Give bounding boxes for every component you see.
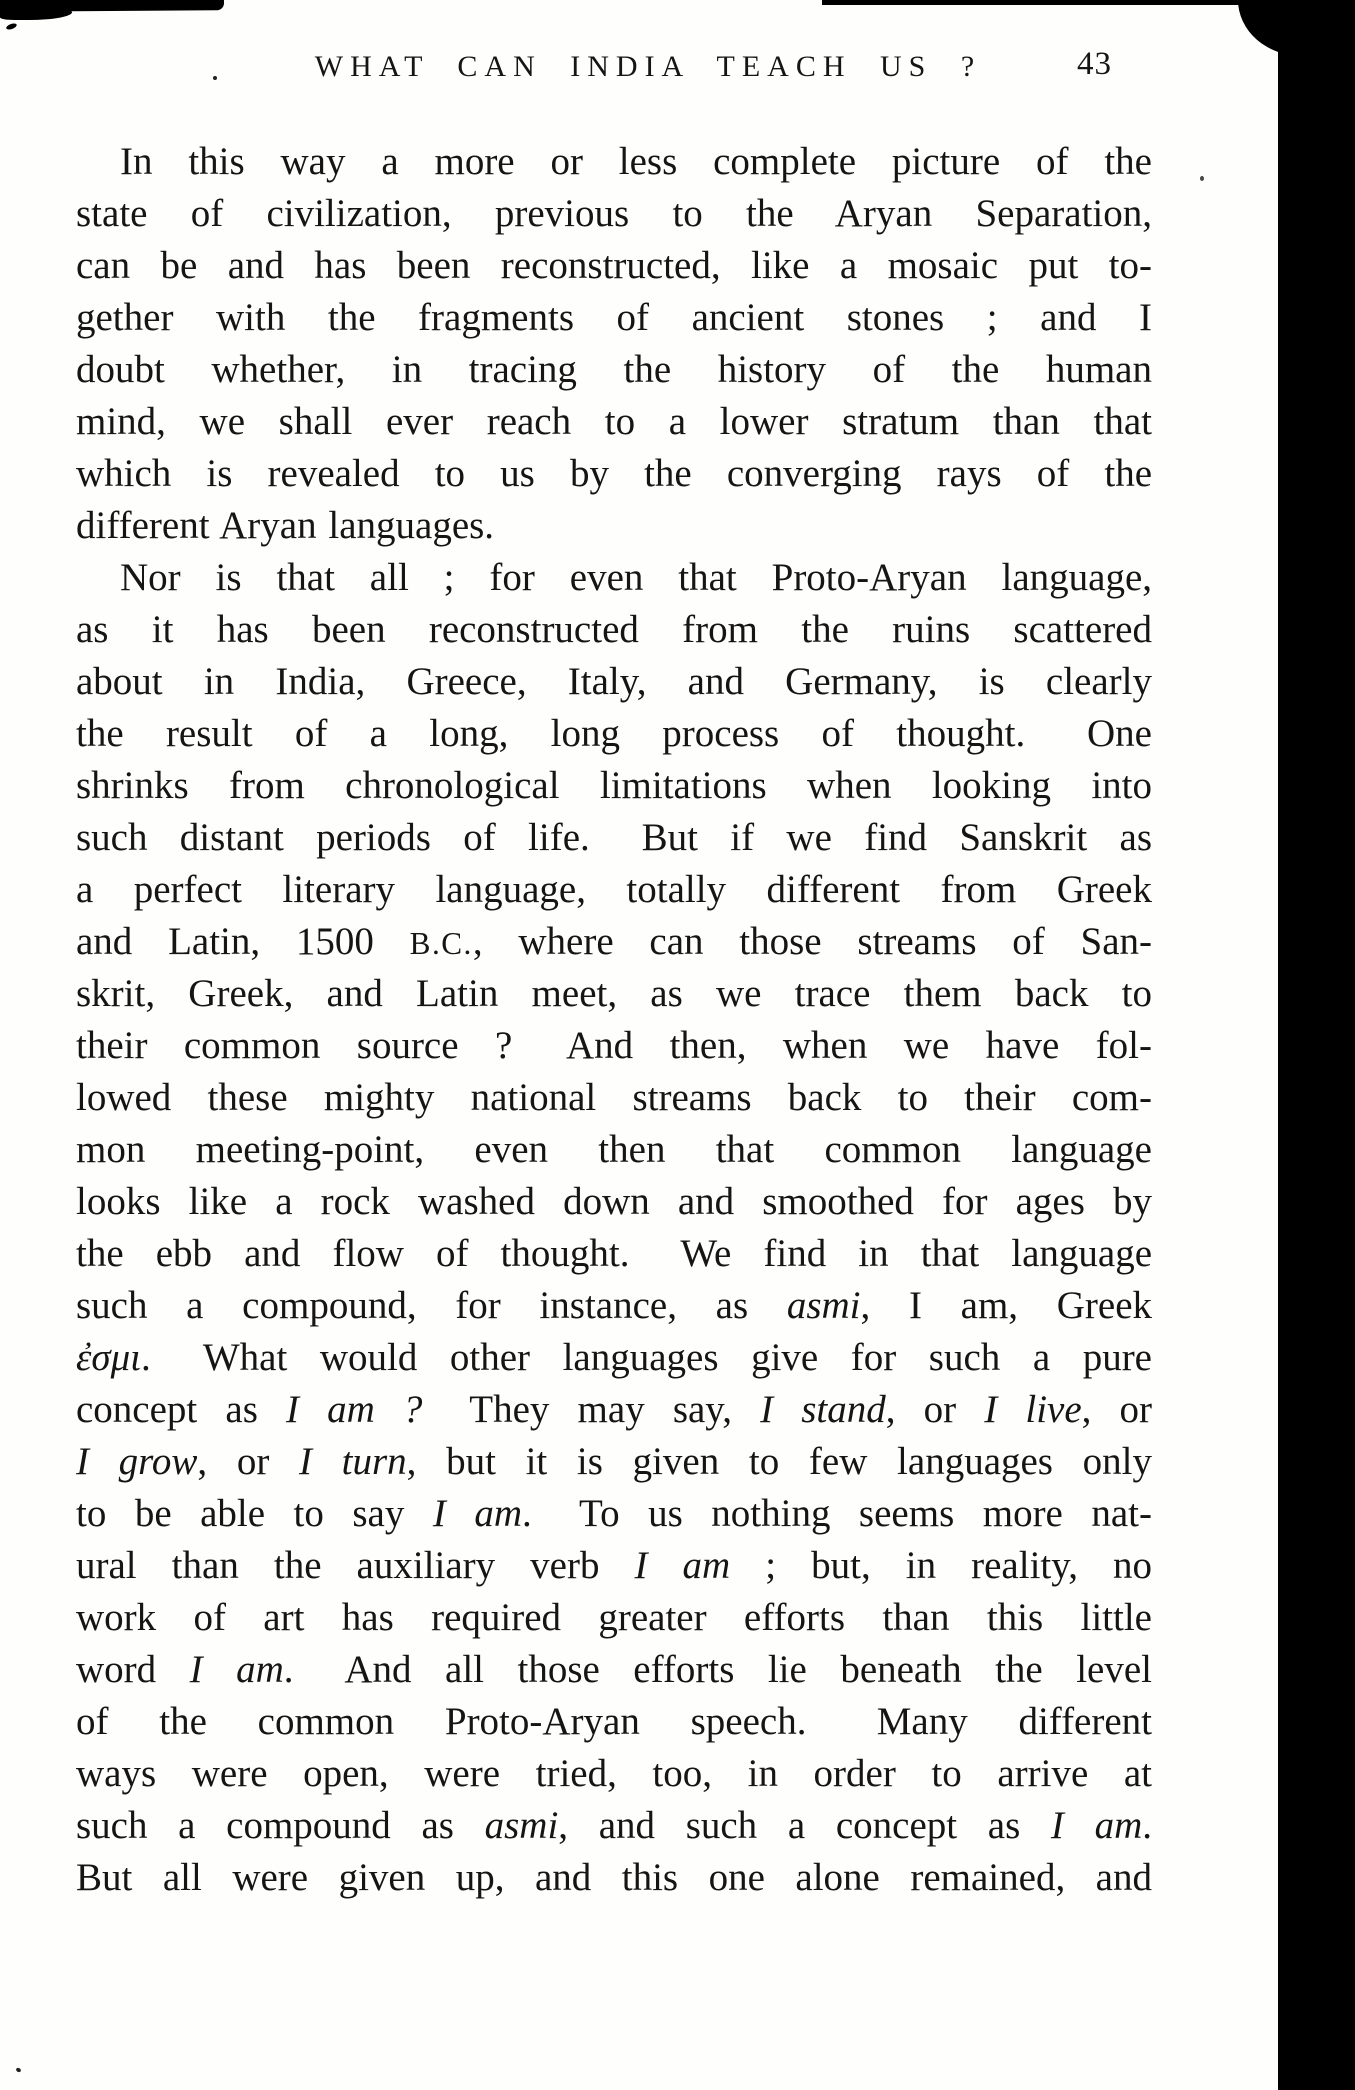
text-segment: mon meeting-point, even then that common language xyxy=(76,1128,1152,1171)
text-segment: ways were open, were tried, too, in order to arrive at xyxy=(76,1752,1152,1795)
text-segment: can be and has been reconstructed, like a mosaic put to- xyxy=(76,244,1152,287)
text-line xyxy=(76,1436,1152,1488)
text-segment: , but it is given to few languages only xyxy=(406,1440,1152,1483)
text-line xyxy=(76,604,1152,656)
text-segment: such distant periods of life. But if we find Sanskrit as xyxy=(76,816,1152,859)
text-segment: . xyxy=(1142,1804,1152,1847)
text-segment: looks like a rock washed down and smoothed for ages by xyxy=(76,1180,1152,1223)
text-segment: , where can those streams of San- xyxy=(472,920,1152,963)
italic-text: asmi xyxy=(484,1804,559,1847)
text-segment: the result of a long, long process of thought. One xyxy=(76,712,1152,755)
text-line xyxy=(76,396,1152,448)
text-line xyxy=(76,1592,1152,1644)
text-segment: word xyxy=(76,1648,190,1691)
text-segment: Nor is that all ; for even that Proto-Aryan language, xyxy=(120,556,1152,599)
scan-smudge-top-left-2 xyxy=(0,7,72,20)
text-segment: , or xyxy=(197,1440,299,1483)
text-line xyxy=(76,1332,1152,1384)
text-segment: . What would other languages give for such a pure xyxy=(141,1336,1152,1379)
italic-text: ἐσμι xyxy=(76,1336,142,1379)
text-line xyxy=(76,1540,1152,1592)
text-segment: concept as xyxy=(76,1388,286,1431)
italic-text: I turn xyxy=(298,1440,407,1483)
text-line xyxy=(76,448,1152,500)
scan-speck xyxy=(5,22,17,30)
text-line xyxy=(76,188,1152,240)
text-segment: as it has been reconstructed from the ruins scattered xyxy=(76,608,1152,651)
text-line xyxy=(76,1748,1152,1800)
text-line xyxy=(76,344,1152,396)
italic-text: I am xyxy=(432,1492,522,1535)
text-segment: , or xyxy=(885,1388,985,1431)
page-title: WHAT CAN INDIA TEACH US ? xyxy=(314,50,982,83)
text-line xyxy=(76,292,1152,344)
text-line xyxy=(76,1020,1152,1072)
scan-speck xyxy=(1200,176,1204,181)
text-line xyxy=(76,1488,1152,1540)
text-segment: lowed these mighty national streams back to their com- xyxy=(76,1076,1152,1119)
text-segment: the ebb and flow of thought. We find in that language xyxy=(76,1232,1152,1275)
text-segment: a perfect literary language, totally different from Greek xyxy=(76,868,1152,911)
text-segment: about in India, Greece, Italy, and Germany, is clearly xyxy=(76,660,1152,703)
text-segment: shrinks from chronological limitations when looking into xyxy=(76,764,1152,807)
text-segment: , or xyxy=(1081,1388,1152,1431)
text-line xyxy=(76,500,1152,552)
page-body xyxy=(76,136,1152,1904)
text-line xyxy=(76,1384,1152,1436)
paragraph xyxy=(76,552,1152,1904)
text-line xyxy=(76,1852,1152,1904)
text-segment: mind, we shall ever reach to a lower stratum than that xyxy=(76,400,1152,443)
text-line xyxy=(76,968,1152,1020)
text-segment: In this way a more or less complete picture of the xyxy=(120,140,1152,183)
text-line xyxy=(76,864,1152,916)
text-segment: . To us nothing seems more nat- xyxy=(522,1492,1152,1535)
text-line xyxy=(76,812,1152,864)
scan-gutter-shadow xyxy=(1278,0,1355,2090)
italic-text: I stand xyxy=(760,1388,886,1431)
text-segment: their common source ? And then, when we have fol- xyxy=(76,1024,1152,1067)
italic-text: I live xyxy=(984,1388,1082,1431)
text-line xyxy=(76,1176,1152,1228)
text-segment: doubt whether, in tracing the history of the human xyxy=(76,348,1152,391)
paragraph xyxy=(76,136,1152,552)
text-line xyxy=(76,240,1152,292)
italic-text: I am ? xyxy=(286,1388,423,1431)
text-line xyxy=(76,1696,1152,1748)
text-line xyxy=(76,552,1152,604)
text-segment: state of civilization, previous to the Aryan Separation, xyxy=(76,192,1152,235)
text-line xyxy=(76,656,1152,708)
text-line xyxy=(76,708,1152,760)
text-line xyxy=(76,916,1152,968)
text-segment: They may say, xyxy=(422,1388,761,1431)
text-segment: skrit, Greek, and Latin meet, as we trace them back to xyxy=(76,972,1152,1015)
text-segment: , I am, Greek xyxy=(860,1284,1152,1327)
text-segment: of the common Proto-Aryan speech. Many different xyxy=(76,1700,1152,1743)
italic-text: I grow xyxy=(76,1440,198,1483)
smallcaps-text: B.C. xyxy=(409,926,473,961)
text-segment: such a compound, for instance, as xyxy=(76,1284,787,1327)
text-segment: ; but, in reality, no xyxy=(730,1544,1152,1587)
scan-speck xyxy=(15,2067,21,2073)
text-segment: , and such a concept as xyxy=(558,1804,1051,1847)
text-segment: such a compound as xyxy=(76,1804,485,1847)
scan-gutter-corner xyxy=(1238,0,1355,56)
text-segment: which is revealed to us by the converging rays of the xyxy=(76,452,1152,495)
italic-text: I am xyxy=(189,1648,284,1691)
text-segment: to be able to say xyxy=(76,1492,433,1535)
italic-text: I am xyxy=(1050,1804,1143,1847)
text-segment: gether with the fragments of ancient stones ; and I xyxy=(76,296,1152,339)
italic-text: asmi xyxy=(786,1284,861,1327)
text-line xyxy=(76,1072,1152,1124)
text-segment: work of art has required greater efforts than this little xyxy=(76,1596,1152,1639)
text-line xyxy=(76,1124,1152,1176)
text-segment: and Latin, 1500 xyxy=(76,920,410,963)
text-line xyxy=(76,760,1152,812)
text-line xyxy=(76,1644,1152,1696)
text-segment: ural than the auxiliary verb xyxy=(76,1544,635,1587)
text-line xyxy=(76,136,1152,188)
italic-text: I am xyxy=(634,1544,731,1587)
text-segment: But all were given up, and this one alone remained, and xyxy=(76,1856,1152,1899)
text-segment: different Aryan languages. xyxy=(76,504,495,547)
text-line xyxy=(76,1228,1152,1280)
text-segment: . And all those efforts lie beneath the level xyxy=(283,1648,1152,1691)
text-line xyxy=(76,1800,1152,1852)
running-header xyxy=(76,44,1152,90)
page-number: 43 xyxy=(1077,46,1112,82)
text-line xyxy=(76,1280,1152,1332)
